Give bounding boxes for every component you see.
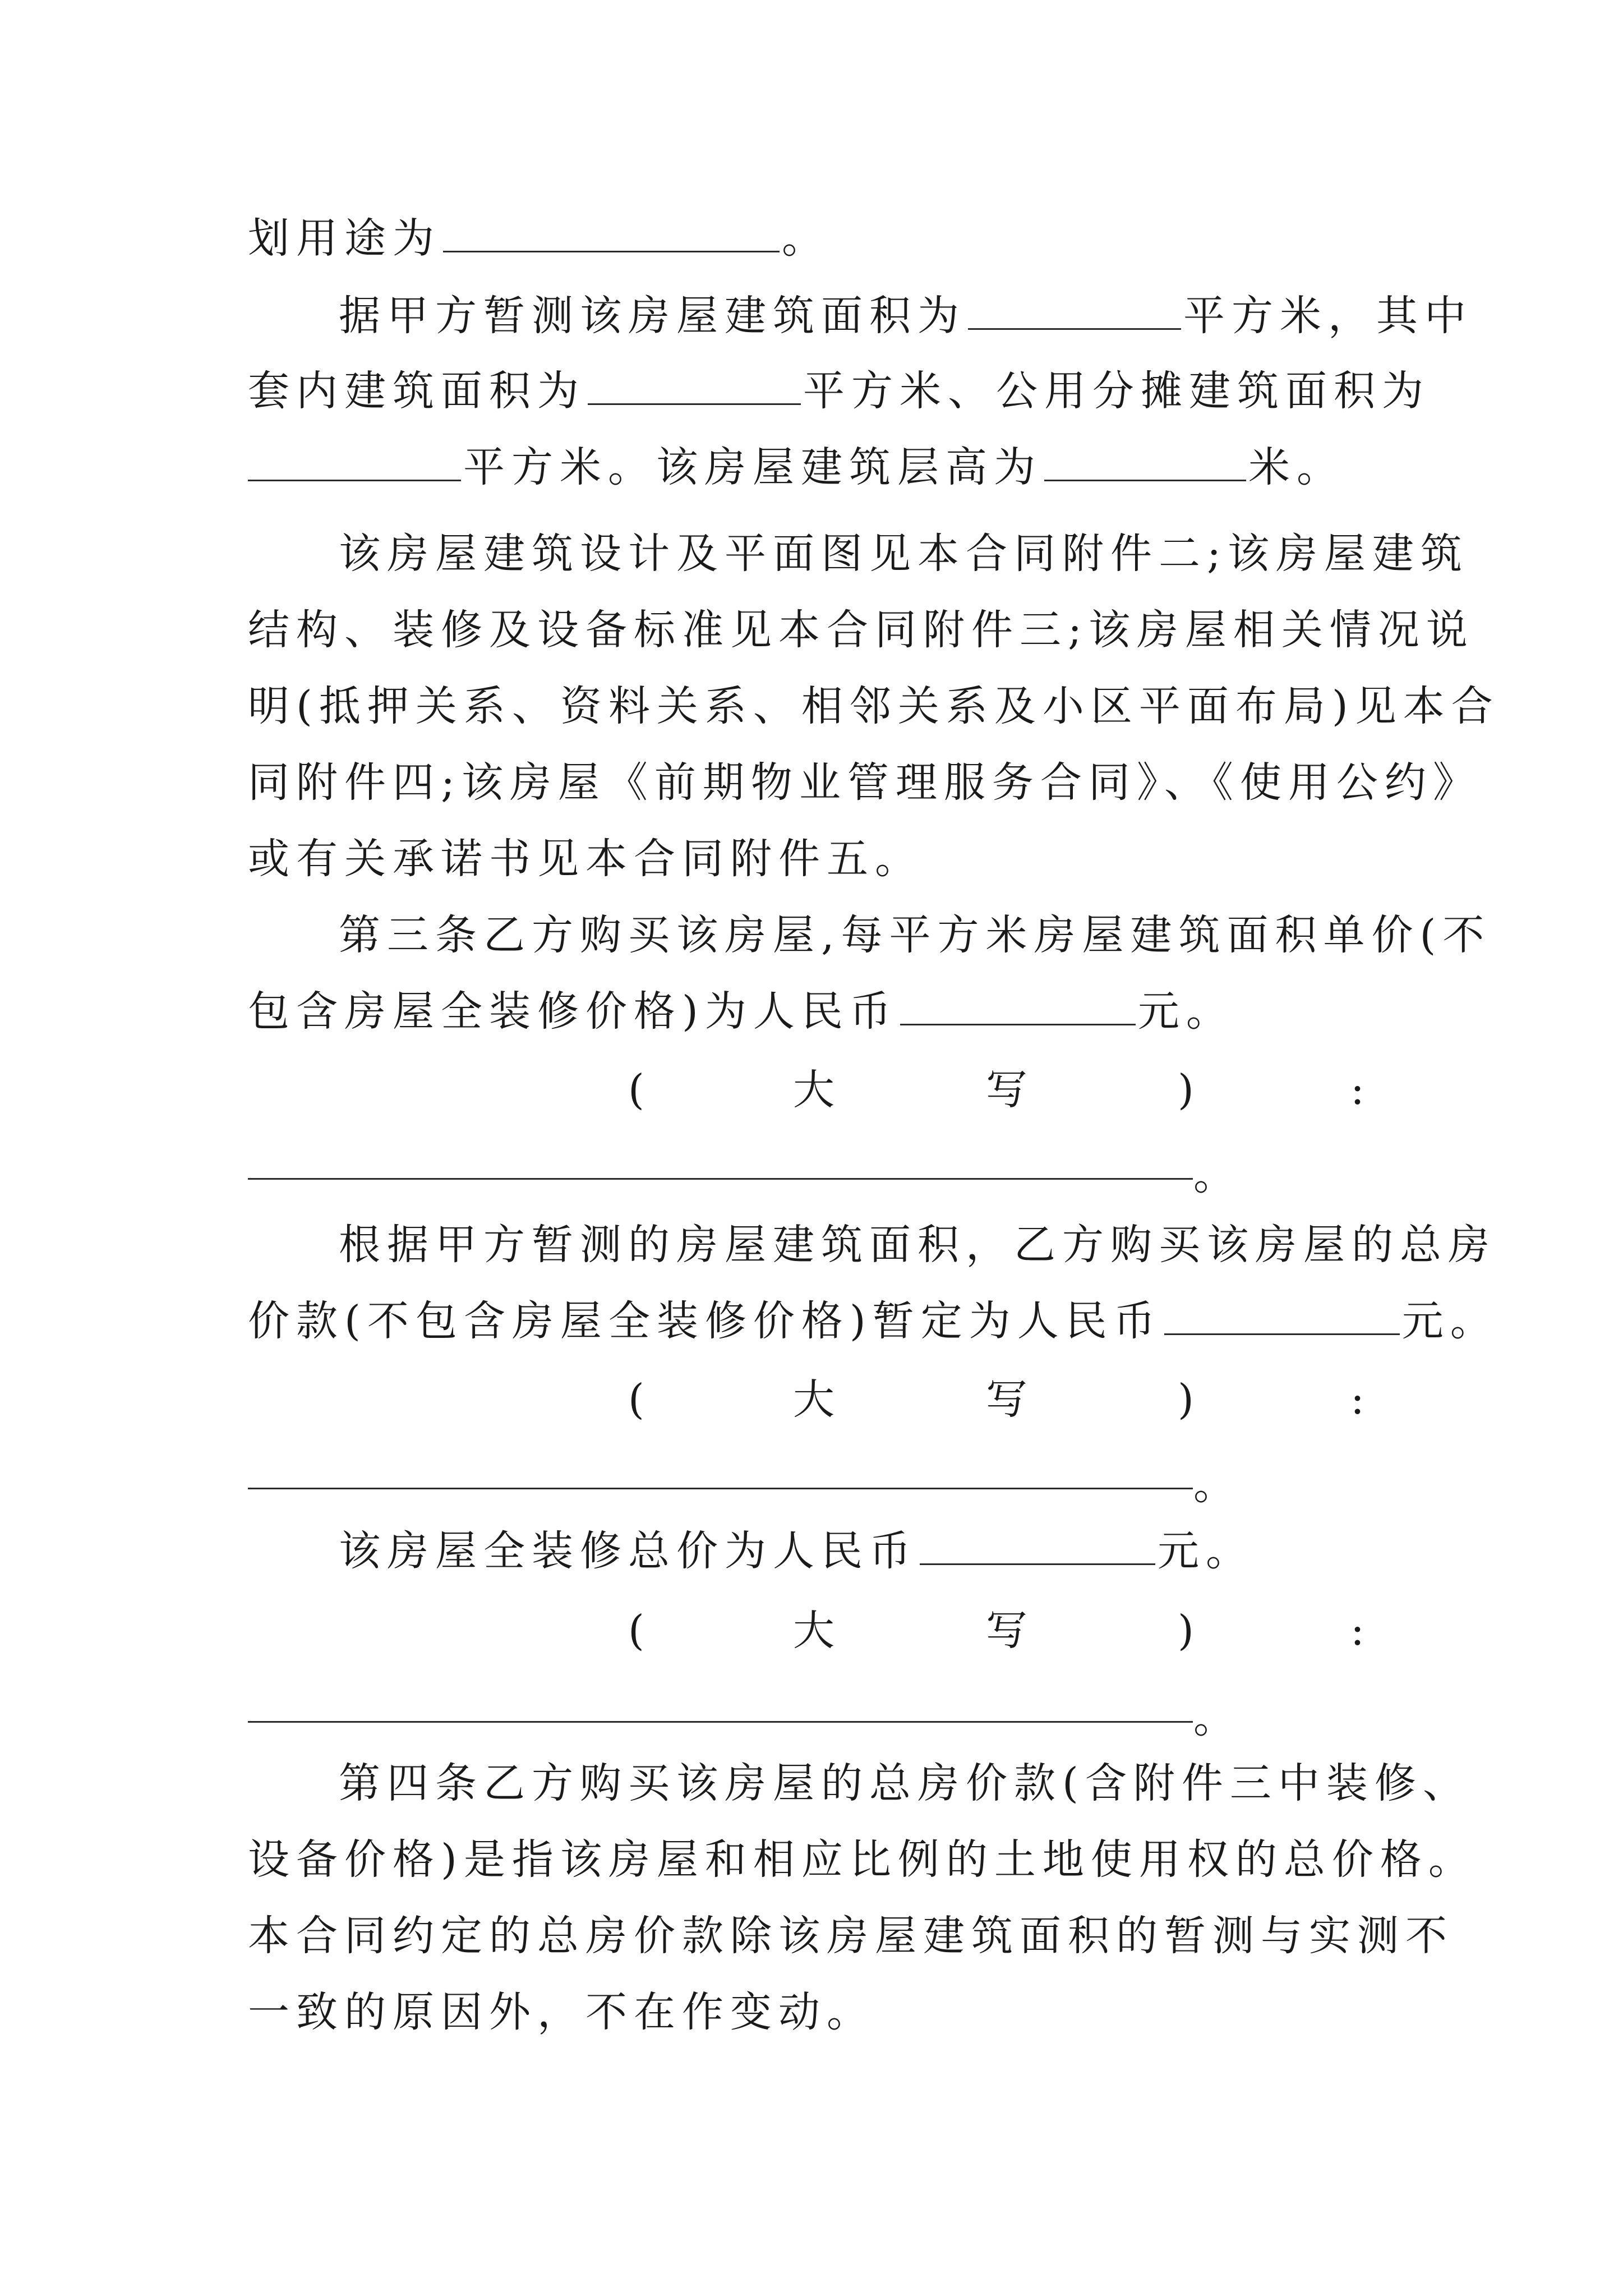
text-line: 本合同约定的总房价款除该房屋建筑面积的暂测与实测不: [248, 1912, 1454, 1960]
text-line: 同附件四;该房屋《前期物业管理服务合同》、《使用公约》: [248, 758, 1481, 807]
blank-field-total-price[interactable]: [1164, 1296, 1400, 1335]
text-segment: 米。: [1248, 443, 1345, 491]
text-segment: 元。: [1158, 1527, 1254, 1575]
capital-open-paren: (: [628, 1375, 644, 1424]
period-mark: 。: [1193, 1151, 1235, 1199]
text-segment: 平方米。该房屋建筑层高为: [463, 443, 1042, 491]
capital-close-paren: ): [1178, 1375, 1194, 1424]
blank-field-shared-area[interactable]: [248, 443, 461, 481]
capital-close-paren: ): [1178, 1066, 1194, 1114]
text-line-decoration-price: [339, 1520, 1254, 1582]
text-segment: 据甲方暂测该房屋建筑面积为: [339, 292, 966, 340]
text-line-inner-area: [248, 360, 1430, 422]
capital-da-char: 大: [793, 1375, 834, 1424]
capital-open-paren: (: [628, 1607, 644, 1655]
capital-colon: :: [1350, 1375, 1364, 1424]
blank-field-unit-price[interactable]: [900, 987, 1136, 1025]
text-segment: 价款(不包含房屋全装修价格)暂定为人民币: [248, 1297, 1162, 1345]
blank-field-decoration-price-capital[interactable]: [248, 1721, 1193, 1723]
text-line: 设备价格)是指该房屋和相应比例的土地使用权的总价格。: [248, 1835, 1477, 1884]
blank-field-inner-area[interactable]: [588, 366, 801, 405]
text-line: 或有关承诺书见本合同附件五。: [248, 835, 923, 883]
text-line-total-price-amount: [248, 1290, 1498, 1352]
blank-field-floor-height[interactable]: [1044, 443, 1246, 481]
capital-da-char: 大: [793, 1607, 834, 1655]
text-line: 结构、装修及设备标准见本合同附件三;该房屋相关情况说: [248, 606, 1474, 654]
capital-close-paren: ): [1178, 1607, 1194, 1655]
text-line: 明(抵押关系、资料关系、相邻关系及小区平面布局)见本合: [248, 682, 1500, 730]
text-segment: 元。: [1401, 1297, 1498, 1345]
capital-colon: :: [1350, 1607, 1364, 1655]
text-segment: 平方米，其中: [1183, 292, 1473, 340]
text-line: 该房屋建筑设计及平面图见本合同附件二;该房屋建筑: [339, 530, 1469, 578]
period-mark: 。: [1193, 1461, 1235, 1509]
text-segment: 元。: [1137, 987, 1234, 1036]
text-segment: 套内建筑面积为: [248, 367, 585, 415]
period-mark: 。: [1193, 1694, 1235, 1742]
capital-xie-char: 写: [986, 1607, 1027, 1655]
capital-open-paren: (: [628, 1066, 644, 1114]
text-segment: 包含房屋全装修价格)为人民币: [248, 987, 898, 1036]
text-line-article-3: 第三条乙方购买该房屋,每平方米房屋建筑面积单价(不: [339, 911, 1491, 959]
blank-field-total-price-capital[interactable]: [248, 1488, 1193, 1489]
text-segment: 划用途为: [248, 214, 441, 263]
capital-xie-char: 写: [986, 1066, 1027, 1114]
text-line-floor-area: [339, 285, 1473, 347]
blank-field-unit-price-capital[interactable]: [248, 1178, 1193, 1180]
text-segment: 该房屋全装修总价为人民币: [339, 1527, 917, 1575]
capital-xie-char: 写: [986, 1375, 1027, 1424]
text-line-article-4: 第四条乙方购买该房屋的总房价款(含附件三中装修、: [339, 1759, 1471, 1807]
text-segment: 平方米、公用分摊建筑面积为: [803, 367, 1430, 415]
text-line-unit-price: [248, 981, 1234, 1042]
blank-field-decoration-price[interactable]: [920, 1526, 1155, 1565]
text-line: 一致的原因外，不在作变动。: [248, 1988, 875, 2036]
capital-colon: :: [1350, 1066, 1364, 1114]
text-line-shared-area: [248, 436, 1345, 498]
text-line-total-price: 根据甲方暂测的房屋建筑面积，乙方购买该房屋的总房: [339, 1221, 1496, 1269]
blank-field-floor-area[interactable]: [968, 291, 1181, 330]
capital-da-char: 大: [793, 1066, 834, 1114]
blank-field-land-use[interactable]: [443, 214, 780, 252]
text-line-land-use: [248, 208, 830, 269]
text-segment: 。: [782, 214, 830, 263]
